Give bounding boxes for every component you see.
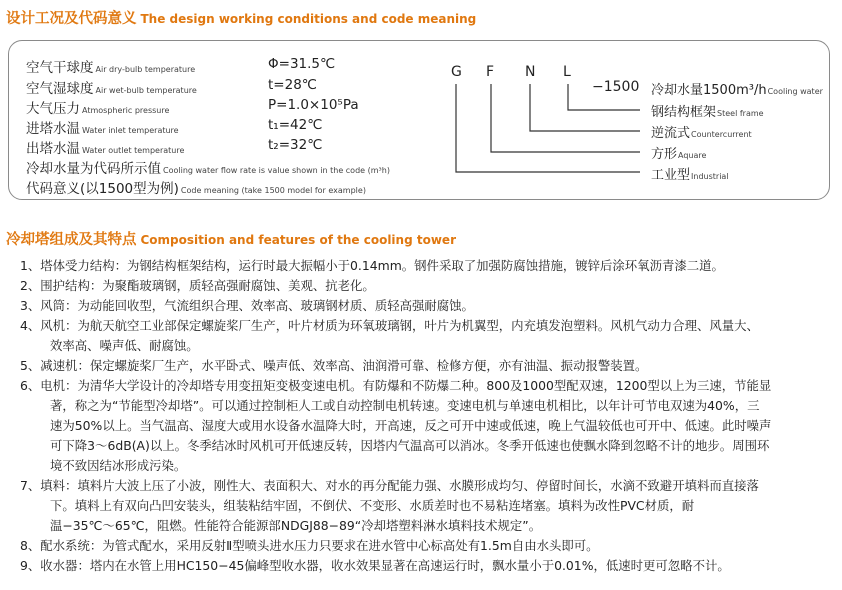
code-note-label: 代码意义(以1500型为例) xyxy=(26,181,179,197)
condition-value: Φ=31.5℃ xyxy=(268,56,336,72)
condition-label: 出塔水温 xyxy=(26,141,80,157)
feature-item-cont: 速为50%以上。当气温高、湿度大或用水设备水温降大时，开高速，反之可开中速或低速，晚上气温较低也可开中、低速。此时噪声 xyxy=(50,418,772,433)
code-letter-g: G xyxy=(451,64,462,80)
legend-cn: 钢结构框架 xyxy=(651,105,717,120)
section-title-en: Composition and features of the cooling tower xyxy=(140,233,456,247)
condition-value: t=28℃ xyxy=(268,77,317,93)
feature-item: 7、填料：填料片大波上压了小波，刚性大、表面积大、对水的再分配能力强、水膜形成均匀、停留时间长，水滴不致避开填料而直接落 xyxy=(20,478,759,493)
condition-value: t₁=42℃ xyxy=(268,117,323,133)
flow-note-en: Cooling water flow rate is value shown in the code (m³h) xyxy=(163,166,390,175)
legend-flow xyxy=(651,79,823,98)
code-letter-f: F xyxy=(486,64,495,80)
feature-list xyxy=(20,256,835,576)
condition-en: Water inlet temperature xyxy=(82,126,179,135)
feature-item: 4、风机：为航天航空工业部保定螺旋桨厂生产，叶片材质为环氧玻璃钢，叶片为机翼型，内充填发泡塑料。风机气动力合理、风量大、 xyxy=(20,318,759,333)
legend-cn: 逆流式 xyxy=(651,126,691,141)
condition-en: Air dry-bulb temperature xyxy=(95,65,196,74)
feature-item-cont: 温−35℃～65℃，阻燃。性能符合能源部NDGJ88−89“冷却塔塑料淋水填料技术规定”。 xyxy=(50,518,542,533)
condition-label: 空气干球度 xyxy=(26,60,94,76)
code-note-en: Code meaning (take 1500 model for example) xyxy=(180,186,366,195)
condition-label: 大气压力 xyxy=(26,101,80,117)
legend-cn: 冷却水量1500m³/h xyxy=(651,83,767,98)
legend-en: Steel frame xyxy=(717,109,764,118)
feature-item: 5、减速机：保定螺旋桨厂生产，水平卧式、噪声低、效率高、油润滑可靠、检修方便，亦有油温、振动报警装置。 xyxy=(20,358,648,373)
condition-en: Atmospheric pressure xyxy=(82,106,170,115)
feature-item: 3、风筒：为动能回收型，气流组织合理、效率高、玻璃钢材质、质轻高强耐腐蚀。 xyxy=(20,298,474,313)
feature-item: 9、收水器：塔内在水管上用HC150−45偏峰型收水器，收水效果显著在高速运行时，飘水量小于0.01%，低速时更可忽略不计。 xyxy=(20,558,730,573)
legend-flow-type xyxy=(651,122,752,141)
feature-item-cont: 著，称之为“节能型冷却塔”。可以通过控制柜人工或自动控制电机转速。变速电机与单速电机相比，以年计可节电双速为40%，三 xyxy=(50,398,760,413)
legend-frame xyxy=(651,101,764,120)
legend-en: Cooling water xyxy=(767,87,823,96)
feature-item-cont: 境不致因结冰形成污染。 xyxy=(50,458,187,473)
condition-label: 进塔水温 xyxy=(26,121,80,137)
feature-item: 1、塔体受力结构：为钢结构框架结构，运行时最大振幅小于0.14mm。钢件采取了加强防腐蚀措施，镀锌后涂环氧沥青漆二道。 xyxy=(20,258,724,273)
feature-item-cont: 效率高、噪声低、耐腐蚀。 xyxy=(50,338,199,353)
legend-en: Countercurrent xyxy=(691,130,752,139)
condition-value: t₂=32℃ xyxy=(268,137,323,153)
legend-en: Industrial xyxy=(691,172,729,181)
section-title-en: The design working conditions and code meaning xyxy=(140,12,477,26)
condition-label: 空气湿球度 xyxy=(26,81,94,97)
feature-item-cont: 下。填料上有双向凸凹安装头，组装粘结牢固，不倒伏、不变形、水质差时也不易粘连堵塞。填料为改性PVC材质，耐 xyxy=(50,498,695,513)
flow-note-label: 冷却水量为代码所示值 xyxy=(26,161,161,177)
section-title-composition xyxy=(6,228,456,249)
section-title-cn: 冷却塔组成及其特点 xyxy=(6,232,137,248)
feature-item: 2、围护结构：为聚酯玻璃钢，质轻高强耐腐蚀、美观、抗老化。 xyxy=(20,278,375,293)
feature-item-cont: 可下降3～6dB(A)以上。冬季结冰时风机可开低速反转，因塔内气温高可以消冰。冬季开低速也使飘水降到忽略不计的地步。周围环 xyxy=(50,438,770,453)
legend-shape xyxy=(651,143,706,162)
code-letter-l: L xyxy=(563,64,571,80)
legend-en: Aquare xyxy=(678,151,707,160)
condition-value: P=1.0×10⁵Pa xyxy=(268,97,359,113)
feature-item: 8、配水系统：为管式配水，采用反射Ⅱ型喷头进水压力只要求在进水管中心标高处有1.5m自由水头即可。 xyxy=(20,538,599,553)
feature-item: 6、电机：为清华大学设计的冷却塔专用变扭矩变极变速电机。有防爆和不防爆二种。800及1000型配双速，1200型以上为三速，节能显 xyxy=(20,378,772,393)
condition-en: Air wet-bulb temperature xyxy=(95,86,197,95)
code-number: −1500 xyxy=(592,79,640,95)
legend-cn: 方形 xyxy=(651,147,678,162)
condition-en: Water outlet temperature xyxy=(82,146,185,155)
code-letter-n: N xyxy=(525,64,536,80)
legend-cn: 工业型 xyxy=(651,168,691,183)
legend-type xyxy=(651,164,729,183)
section-title-cn: 设计工况及代码意义 xyxy=(6,11,137,27)
